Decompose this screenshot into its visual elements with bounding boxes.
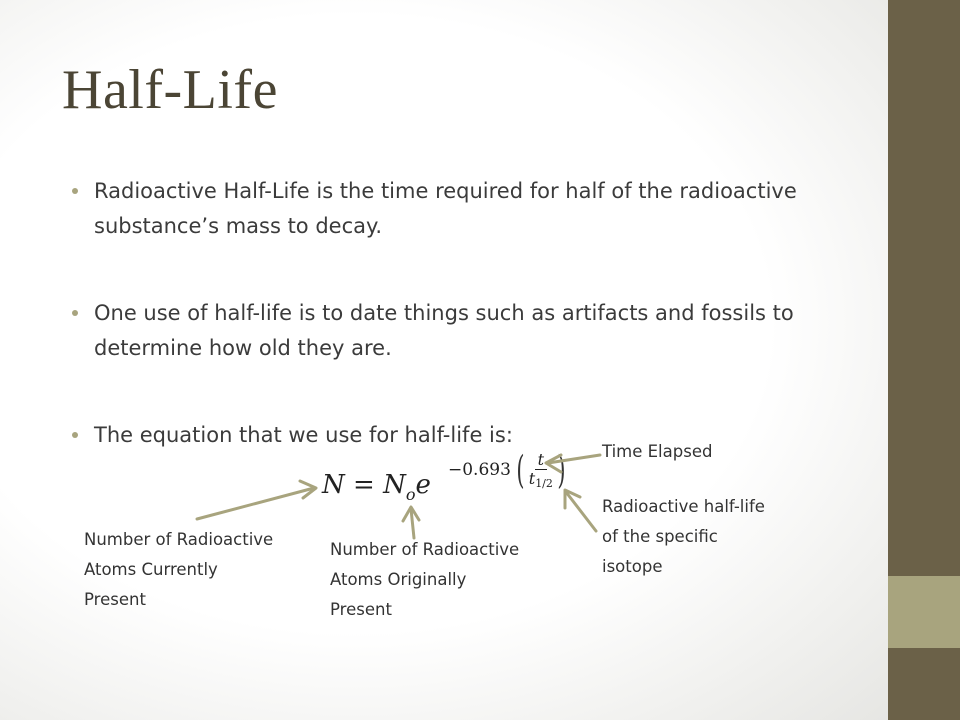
slide-title: Half-Life [62, 59, 278, 121]
denominator-base: t [528, 468, 536, 488]
equation-n0-sub: o [405, 485, 416, 504]
fraction-numerator: t [535, 451, 547, 470]
bullet-list [70, 174, 830, 453]
label-half-life: Radioactive half-life of the specific isotope [602, 497, 765, 576]
left-paren: ( [516, 448, 525, 492]
bullet-dating-use: One use of half-life is to date things such as artifacts and fossils to determine how old they are. [70, 296, 830, 366]
equation-equals: = [353, 470, 375, 500]
label-current-atoms: Number of Radioactive Atoms Currently Present [84, 530, 274, 609]
right-paren: ) [557, 448, 566, 492]
label-time-elapsed: Time Elapsed [602, 442, 713, 461]
bullet-equation-intro: The equation that we use for half-life is: [70, 418, 830, 453]
arrow-to-n [197, 481, 316, 519]
decorative-sidebar-accent [888, 576, 960, 648]
equation-fraction [529, 451, 553, 490]
fraction-denominator [529, 470, 553, 490]
bullet-definition: Radioactive Half-Life is the time required for half of the radioactive substance’s mass to decay. [70, 174, 830, 244]
equation-exponent [448, 440, 569, 500]
label-original-atoms: Number of Radioactive Atoms Originally Present [330, 540, 520, 619]
denominator-sub: 1/2 [535, 476, 553, 490]
equation-lhs: N [322, 470, 345, 500]
equation-base [322, 470, 431, 504]
equation-coefficient: −0.693 [448, 460, 511, 480]
equation-n0-base: N [383, 470, 406, 500]
half-life-equation [322, 440, 592, 520]
equation-e: e [415, 470, 431, 500]
